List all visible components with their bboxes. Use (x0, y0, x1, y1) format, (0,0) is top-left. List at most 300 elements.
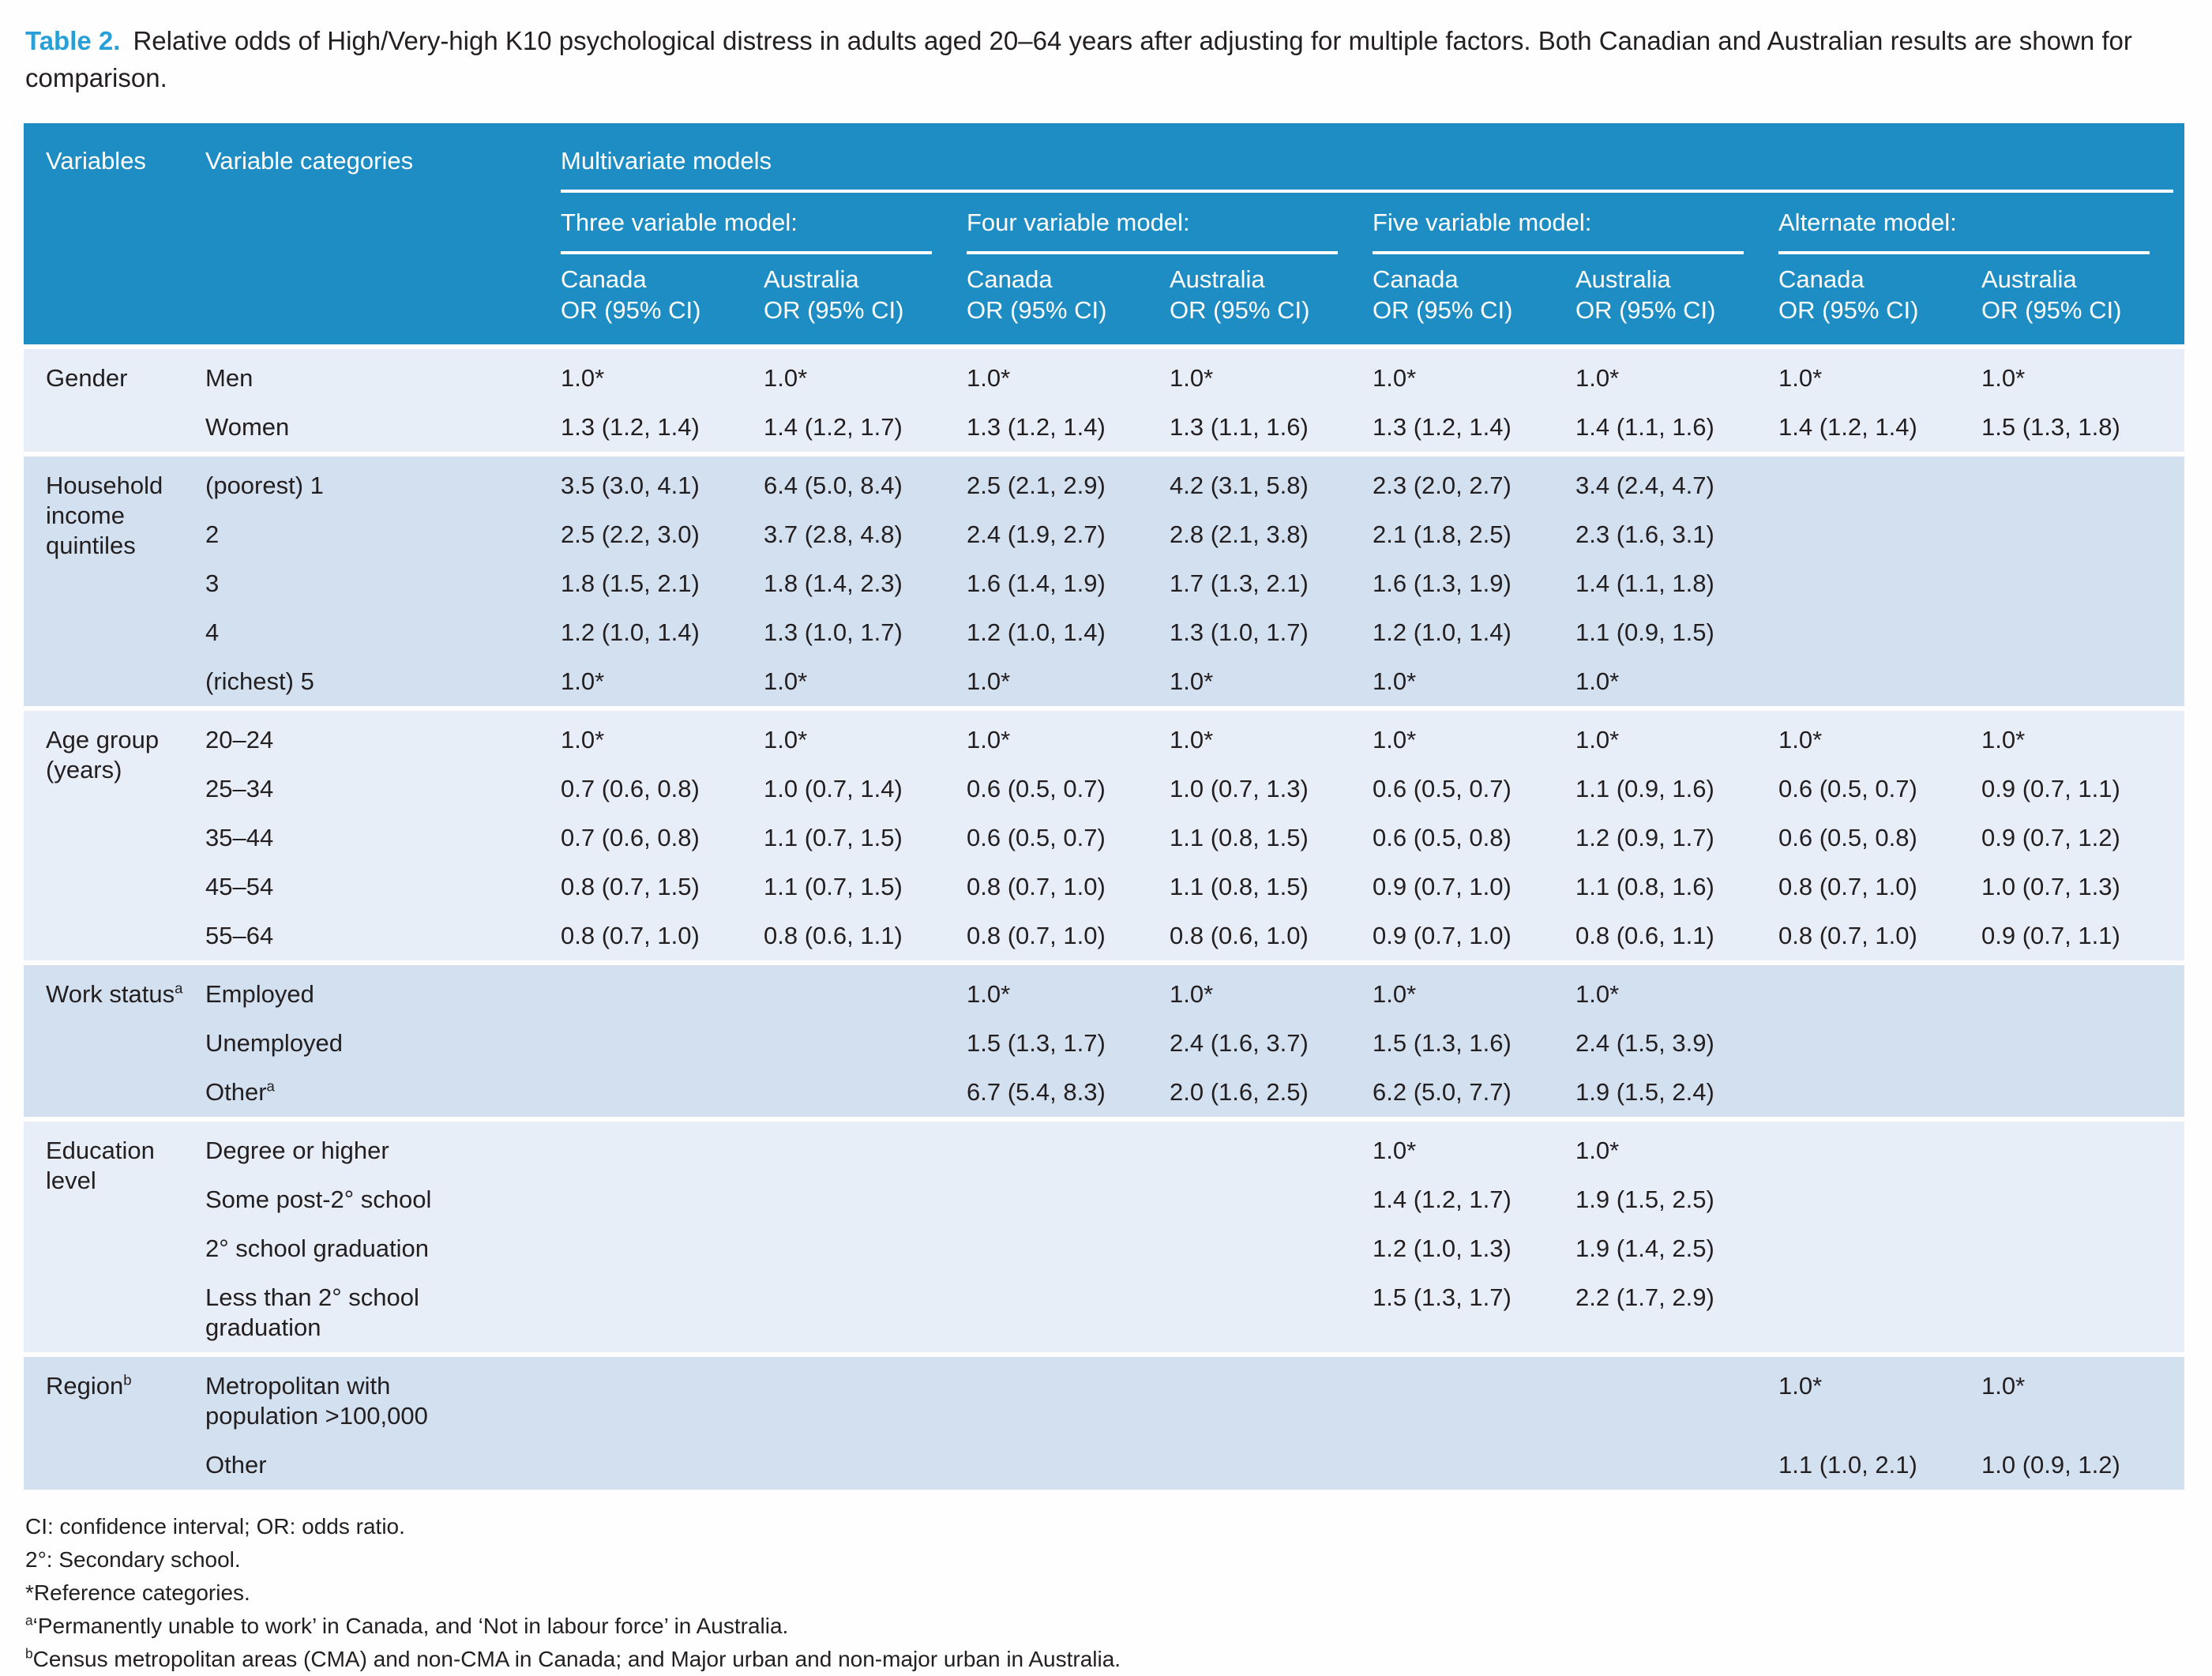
or-ci-cell: 0.9 (0.7, 1.1) (1981, 765, 2184, 814)
model-group-header (1778, 193, 2184, 254)
header-multivariate-label: Multivariate models (561, 147, 2173, 193)
category-label (205, 608, 561, 657)
category-label (205, 1068, 561, 1119)
table-caption (25, 22, 2173, 96)
category-label-text: Unemployed (205, 1029, 344, 1057)
or-ci-cell: 2.1 (1.8, 2.5) (1373, 510, 1575, 559)
or-ci-cell (561, 1019, 764, 1068)
table-header (24, 123, 2184, 347)
or-ci-cell: 2.3 (1.6, 3.1) (1575, 510, 1778, 559)
or-ci-cell: 1.0* (1778, 347, 1981, 403)
variable-group (24, 963, 2184, 1119)
or-ci-cell: 1.5 (1.3, 1.7) (967, 1019, 1170, 1068)
or-ci-cell (1170, 1355, 1373, 1441)
table-row (24, 862, 2184, 911)
variable-name (24, 1355, 205, 1490)
variable-group (24, 454, 2184, 708)
variable-group (24, 1355, 2184, 1490)
or-ci-cell (1778, 510, 1981, 559)
or-ci-cell: 0.8 (0.7, 1.0) (1778, 862, 1981, 911)
or-ci-cell (1778, 1175, 1981, 1224)
or-ci-cell (1778, 454, 1981, 510)
or-ci-cell: 2.0 (1.6, 2.5) (1170, 1068, 1373, 1119)
results-table (24, 123, 2184, 1490)
or-ci-cell: 0.6 (0.5, 0.7) (1778, 765, 1981, 814)
or-ci-cell (1170, 1175, 1373, 1224)
category-label-text: Metropolitan with population >100,000 (205, 1372, 428, 1430)
or-ci-cell (1778, 1273, 1981, 1355)
category-label (205, 1355, 561, 1441)
or-ci-cell: 0.7 (0.6, 0.8) (561, 814, 764, 862)
or-ci-cell (1170, 1224, 1373, 1273)
or-ci-cell: 1.4 (1.1, 1.8) (1575, 559, 1778, 608)
footnote (25, 1643, 2188, 1676)
or-ci-cell (1170, 1273, 1373, 1355)
or-ci-cell: 1.0* (561, 708, 764, 765)
footnote-text: CI: confidence interval; OR: odds ratio. (25, 1514, 405, 1539)
or-ci-cell: 4.2 (3.1, 5.8) (1170, 454, 1373, 510)
or-ci-cell: 1.0* (1373, 1119, 1575, 1175)
or-ci-cell: 0.9 (0.7, 1.0) (1373, 911, 1575, 963)
or-ci-cell: 1.2 (1.0, 1.4) (1373, 608, 1575, 657)
or-ci-cell (764, 1441, 967, 1490)
or-ci-cell (1575, 1355, 1778, 1441)
category-label-sup: a (266, 1077, 275, 1095)
variable-name-text: Education level (46, 1137, 155, 1194)
category-label (205, 347, 561, 403)
category-label-text: (richest) 5 (205, 667, 314, 695)
or-ci-cell: 1.0* (1170, 963, 1373, 1019)
table-row (24, 403, 2184, 454)
or-ci-cell: 1.1 (0.8, 1.5) (1170, 814, 1373, 862)
table-row (24, 911, 2184, 963)
or-ci-cell (967, 1273, 1170, 1355)
category-label-text: Employed (205, 980, 314, 1008)
category-label (205, 1119, 561, 1175)
column-header (764, 254, 967, 347)
or-ci-cell: 0.8 (0.7, 1.0) (561, 911, 764, 963)
or-ci-cell: 2.3 (2.0, 2.7) (1373, 454, 1575, 510)
column-measure: OR (95% CI) (1373, 296, 1513, 324)
header-multivariate-models (561, 123, 2184, 193)
category-label-text: (poorest) 1 (205, 472, 324, 499)
or-ci-cell: 1.0* (1981, 347, 2184, 403)
or-ci-cell: 1.8 (1.5, 2.1) (561, 559, 764, 608)
category-label-text: 20–24 (205, 726, 274, 753)
or-ci-cell: 1.0* (1170, 657, 1373, 708)
or-ci-cell: 0.8 (0.7, 1.0) (1778, 911, 1981, 963)
category-label (205, 765, 561, 814)
category-label (205, 559, 561, 608)
or-ci-cell (1981, 1068, 2184, 1119)
table-row (24, 1119, 2184, 1175)
or-ci-cell (1373, 1355, 1575, 1441)
or-ci-cell: 6.7 (5.4, 8.3) (967, 1068, 1170, 1119)
variable-name-text: Region (46, 1372, 124, 1400)
footnote-text: *Reference categories. (25, 1580, 250, 1605)
category-label-text: Women (205, 413, 290, 441)
category-label-text: 45–54 (205, 873, 274, 900)
table-row (24, 657, 2184, 708)
variable-name-text: Household income quintiles (46, 472, 163, 559)
variable-name (24, 708, 205, 963)
column-header (1373, 254, 1575, 347)
table-row (24, 814, 2184, 862)
column-country: Canada (561, 265, 647, 293)
or-ci-cell: 1.0* (1778, 1355, 1981, 1441)
or-ci-cell: 0.9 (0.7, 1.1) (1981, 911, 2184, 963)
column-measure: OR (95% CI) (764, 296, 904, 324)
or-ci-cell (967, 1175, 1170, 1224)
column-header (561, 254, 764, 347)
or-ci-cell: 0.8 (0.6, 1.1) (764, 911, 967, 963)
or-ci-cell: 6.4 (5.0, 8.4) (764, 454, 967, 510)
model-group-label: Four variable model: (967, 209, 1338, 254)
or-ci-cell (1981, 1224, 2184, 1273)
variable-name-text: Gender (46, 364, 128, 392)
table-row (24, 963, 2184, 1019)
or-ci-cell (1981, 1019, 2184, 1068)
variable-group (24, 708, 2184, 963)
or-ci-cell (764, 963, 967, 1019)
category-label-text: 25–34 (205, 775, 274, 802)
table-row (24, 708, 2184, 765)
or-ci-cell: 1.3 (1.0, 1.7) (1170, 608, 1373, 657)
model-group-header (967, 193, 1373, 254)
or-ci-cell: 1.5 (1.3, 1.8) (1981, 403, 2184, 454)
or-ci-cell: 0.9 (0.7, 1.2) (1981, 814, 2184, 862)
table-row (24, 510, 2184, 559)
or-ci-cell: 3.4 (2.4, 4.7) (1575, 454, 1778, 510)
or-ci-cell (1778, 1019, 1981, 1068)
or-ci-cell: 3.5 (3.0, 4.1) (561, 454, 764, 510)
category-label-text: Less than 2° school graduation (205, 1283, 419, 1341)
model-group-label: Alternate model: (1778, 209, 2150, 254)
or-ci-cell (1170, 1119, 1373, 1175)
variable-name (24, 454, 205, 708)
or-ci-cell: 1.1 (0.7, 1.5) (764, 862, 967, 911)
category-label (205, 911, 561, 963)
or-ci-cell: 1.0 (0.7, 1.3) (1981, 862, 2184, 911)
variable-name (24, 347, 205, 454)
footnote-text: Census metropolitan areas (CMA) and non-CMA in Canada; and Major urban and non-major urban in Australia. (32, 1647, 1121, 1671)
or-ci-cell: 1.0* (1575, 963, 1778, 1019)
or-ci-cell: 1.1 (0.9, 1.5) (1575, 608, 1778, 657)
table-row (24, 1175, 2184, 1224)
table-row (24, 454, 2184, 510)
column-country: Australia (1981, 265, 2077, 293)
or-ci-cell: 0.8 (0.7, 1.5) (561, 862, 764, 911)
table-row (24, 1441, 2184, 1490)
or-ci-cell: 2.5 (2.1, 2.9) (967, 454, 1170, 510)
or-ci-cell: 1.0* (1575, 1119, 1778, 1175)
table-row (24, 1068, 2184, 1119)
variable-name (24, 963, 205, 1119)
or-ci-cell: 1.0* (967, 347, 1170, 403)
variable-name (24, 1119, 205, 1355)
or-ci-cell: 0.6 (0.5, 0.7) (967, 814, 1170, 862)
or-ci-cell: 3.7 (2.8, 4.8) (764, 510, 967, 559)
column-header (1170, 254, 1373, 347)
column-country: Canada (1373, 265, 1459, 293)
model-group-label: Three variable model: (561, 209, 932, 254)
column-measure: OR (95% CI) (1170, 296, 1310, 324)
column-country: Australia (1575, 265, 1671, 293)
or-ci-cell (561, 1175, 764, 1224)
or-ci-cell (967, 1441, 1170, 1490)
or-ci-cell (764, 1175, 967, 1224)
or-ci-cell: 0.7 (0.6, 0.8) (561, 765, 764, 814)
category-label-text: 35–44 (205, 824, 274, 851)
or-ci-cell: 1.8 (1.4, 2.3) (764, 559, 967, 608)
column-country: Australia (1170, 265, 1265, 293)
or-ci-cell: 1.5 (1.3, 1.6) (1373, 1019, 1575, 1068)
or-ci-cell: 1.0* (764, 708, 967, 765)
or-ci-cell (1981, 1175, 2184, 1224)
or-ci-cell: 1.0* (561, 347, 764, 403)
or-ci-cell (764, 1273, 967, 1355)
or-ci-cell: 1.0* (1373, 963, 1575, 1019)
category-label-text: 2° school graduation (205, 1234, 429, 1262)
column-country: Canada (1778, 265, 1865, 293)
or-ci-cell (1981, 1119, 2184, 1175)
table-row (24, 1273, 2184, 1355)
category-label (205, 862, 561, 911)
or-ci-cell (967, 1355, 1170, 1441)
or-ci-cell: 1.0* (967, 708, 1170, 765)
or-ci-cell (1981, 510, 2184, 559)
or-ci-cell: 1.1 (0.9, 1.6) (1575, 765, 1778, 814)
or-ci-cell: 1.0* (967, 657, 1170, 708)
or-ci-cell: 1.4 (1.2, 1.7) (764, 403, 967, 454)
model-group-header (561, 193, 967, 254)
or-ci-cell (1778, 1068, 1981, 1119)
column-country: Australia (764, 265, 859, 293)
or-ci-cell: 1.3 (1.1, 1.6) (1170, 403, 1373, 454)
footnote (25, 1510, 2188, 1543)
category-label-text: 55–64 (205, 922, 274, 949)
or-ci-cell: 0.6 (0.5, 0.8) (1778, 814, 1981, 862)
footnote-text: ‘Permanently unable to work’ in Canada, and ‘Not in labour force’ in Australia. (32, 1614, 789, 1638)
category-label (205, 657, 561, 708)
or-ci-cell: 1.9 (1.4, 2.5) (1575, 1224, 1778, 1273)
or-ci-cell (764, 1355, 967, 1441)
variable-name-text: Age group (years) (46, 726, 160, 784)
column-header (1778, 254, 1981, 347)
or-ci-cell: 1.0* (1373, 347, 1575, 403)
footnote (25, 1543, 2188, 1576)
footnote (25, 1610, 2188, 1643)
or-ci-cell: 0.6 (0.5, 0.8) (1373, 814, 1575, 862)
table-row (24, 1019, 2184, 1068)
or-ci-cell (764, 1019, 967, 1068)
or-ci-cell: 1.0* (967, 963, 1170, 1019)
or-ci-cell (1170, 1441, 1373, 1490)
or-ci-cell: 2.8 (2.1, 3.8) (1170, 510, 1373, 559)
or-ci-cell (561, 1273, 764, 1355)
header-variables: Variables (24, 123, 205, 347)
or-ci-cell: 1.1 (1.0, 2.1) (1778, 1441, 1981, 1490)
column-measure: OR (95% CI) (967, 296, 1107, 324)
table-row (24, 559, 2184, 608)
or-ci-cell: 1.2 (0.9, 1.7) (1575, 814, 1778, 862)
or-ci-cell: 2.4 (1.9, 2.7) (967, 510, 1170, 559)
or-ci-cell: 1.0* (1373, 708, 1575, 765)
category-label-text: 4 (205, 618, 220, 646)
category-label-text: Men (205, 364, 253, 392)
category-label-text: Some post-2° school (205, 1186, 432, 1213)
or-ci-cell: 1.6 (1.4, 1.9) (967, 559, 1170, 608)
or-ci-cell (1981, 963, 2184, 1019)
or-ci-cell: 1.0 (0.9, 1.2) (1981, 1441, 2184, 1490)
or-ci-cell: 1.0* (1575, 708, 1778, 765)
or-ci-cell: 2.5 (2.2, 3.0) (561, 510, 764, 559)
table-row (24, 765, 2184, 814)
variable-name-text: Work status (46, 980, 175, 1008)
or-ci-cell (1778, 963, 1981, 1019)
or-ci-cell (1981, 1273, 2184, 1355)
or-ci-cell (1981, 559, 2184, 608)
variable-name-sup: a (175, 979, 183, 997)
or-ci-cell: 1.5 (1.3, 1.7) (1373, 1273, 1575, 1355)
footnote-sup: b (25, 1645, 33, 1662)
or-ci-cell: 2.4 (1.5, 3.9) (1575, 1019, 1778, 1068)
variable-group (24, 347, 2184, 454)
or-ci-cell: 0.8 (0.7, 1.0) (967, 911, 1170, 963)
footnote-sup: a (25, 1612, 33, 1629)
category-label-text: 3 (205, 569, 220, 597)
category-label-text: Other (205, 1451, 267, 1479)
column-measure: OR (95% CI) (1981, 296, 2122, 324)
model-group-label: Five variable model: (1373, 209, 1744, 254)
footnote-text: 2°: Secondary school. (25, 1547, 241, 1572)
table-row (24, 347, 2184, 403)
or-ci-cell: 1.3 (1.0, 1.7) (764, 608, 967, 657)
category-label (205, 510, 561, 559)
or-ci-cell: 1.9 (1.5, 2.4) (1575, 1068, 1778, 1119)
or-ci-cell (967, 1224, 1170, 1273)
or-ci-cell: 1.0 (0.7, 1.3) (1170, 765, 1373, 814)
or-ci-cell: 1.4 (1.1, 1.6) (1575, 403, 1778, 454)
or-ci-cell: 1.2 (1.0, 1.4) (561, 608, 764, 657)
or-ci-cell: 0.9 (0.7, 1.0) (1373, 862, 1575, 911)
or-ci-cell (561, 963, 764, 1019)
category-label (205, 403, 561, 454)
column-country: Canada (967, 265, 1053, 293)
or-ci-cell: 1.1 (0.8, 1.5) (1170, 862, 1373, 911)
or-ci-cell (967, 1119, 1170, 1175)
table-row (24, 608, 2184, 657)
or-ci-cell: 1.0* (1170, 347, 1373, 403)
or-ci-cell: 1.6 (1.3, 1.9) (1373, 559, 1575, 608)
or-ci-cell: 1.0* (1981, 1355, 2184, 1441)
or-ci-cell: 1.4 (1.2, 1.4) (1778, 403, 1981, 454)
variable-name-sup: b (123, 1371, 132, 1389)
header-top-row (24, 123, 2184, 193)
or-ci-cell (1373, 1441, 1575, 1490)
category-label-text: 2 (205, 520, 220, 548)
or-ci-cell: 1.9 (1.5, 2.5) (1575, 1175, 1778, 1224)
or-ci-cell (561, 1224, 764, 1273)
or-ci-cell: 1.3 (1.2, 1.4) (967, 403, 1170, 454)
or-ci-cell: 0.8 (0.6, 1.0) (1170, 911, 1373, 963)
model-group-header (1373, 193, 1778, 254)
or-ci-cell: 1.3 (1.2, 1.4) (561, 403, 764, 454)
or-ci-cell: 1.0* (764, 657, 967, 708)
category-label (205, 1224, 561, 1273)
or-ci-cell (561, 1068, 764, 1119)
category-label (205, 708, 561, 765)
column-header (967, 254, 1170, 347)
table-caption-text: Relative odds of High/Very-high K10 psychological distress in adults aged 20–64 years after adjusting for multiple factors. Both Canadian and Australian results are shown for comparison. (25, 26, 2132, 92)
variable-group (24, 1119, 2184, 1355)
table-row (24, 1224, 2184, 1273)
column-measure: OR (95% CI) (561, 296, 701, 324)
or-ci-cell: 1.0* (1575, 347, 1778, 403)
or-ci-cell (1575, 1441, 1778, 1490)
or-ci-cell: 1.0* (561, 657, 764, 708)
or-ci-cell: 1.0* (1778, 708, 1981, 765)
or-ci-cell: 1.0* (1981, 708, 2184, 765)
or-ci-cell (1778, 1224, 1981, 1273)
footnotes (25, 1510, 2188, 1676)
or-ci-cell: 1.0* (1575, 657, 1778, 708)
column-measure: OR (95% CI) (1575, 296, 1716, 324)
or-ci-cell: 2.4 (1.6, 3.7) (1170, 1019, 1373, 1068)
or-ci-cell: 1.3 (1.2, 1.4) (1373, 403, 1575, 454)
category-label (205, 1175, 561, 1224)
column-header (1575, 254, 1778, 347)
category-label (205, 1441, 561, 1490)
or-ci-cell: 2.2 (1.7, 2.9) (1575, 1273, 1778, 1355)
or-ci-cell: 1.1 (0.8, 1.6) (1575, 862, 1778, 911)
or-ci-cell (1778, 608, 1981, 657)
column-measure: OR (95% CI) (1778, 296, 1919, 324)
or-ci-cell: 0.6 (0.5, 0.7) (967, 765, 1170, 814)
or-ci-cell (764, 1068, 967, 1119)
or-ci-cell (1981, 454, 2184, 510)
or-ci-cell: 6.2 (5.0, 7.7) (1373, 1068, 1575, 1119)
or-ci-cell (561, 1119, 764, 1175)
or-ci-cell (1981, 608, 2184, 657)
or-ci-cell: 1.0 (0.7, 1.4) (764, 765, 967, 814)
or-ci-cell: 1.4 (1.2, 1.7) (1373, 1175, 1575, 1224)
or-ci-cell: 1.7 (1.3, 2.1) (1170, 559, 1373, 608)
or-ci-cell: 1.0* (1373, 657, 1575, 708)
or-ci-cell (764, 1119, 967, 1175)
or-ci-cell: 0.8 (0.7, 1.0) (967, 862, 1170, 911)
category-label (205, 454, 561, 510)
or-ci-cell: 0.6 (0.5, 0.7) (1373, 765, 1575, 814)
or-ci-cell (1778, 559, 1981, 608)
or-ci-cell: 1.0* (764, 347, 967, 403)
or-ci-cell: 1.2 (1.0, 1.4) (967, 608, 1170, 657)
category-label (205, 814, 561, 862)
or-ci-cell (764, 1224, 967, 1273)
or-ci-cell (1778, 657, 1981, 708)
or-ci-cell: 0.8 (0.6, 1.1) (1575, 911, 1778, 963)
category-label (205, 963, 561, 1019)
or-ci-cell (1981, 657, 2184, 708)
or-ci-cell: 1.2 (1.0, 1.3) (1373, 1224, 1575, 1273)
category-label-text: Other (205, 1078, 267, 1106)
or-ci-cell (561, 1441, 764, 1490)
category-label-text: Degree or higher (205, 1137, 389, 1164)
or-ci-cell: 1.0* (1170, 708, 1373, 765)
category-label (205, 1273, 561, 1355)
header-variable-categories: Variable categories (205, 123, 561, 347)
or-ci-cell (561, 1355, 764, 1441)
